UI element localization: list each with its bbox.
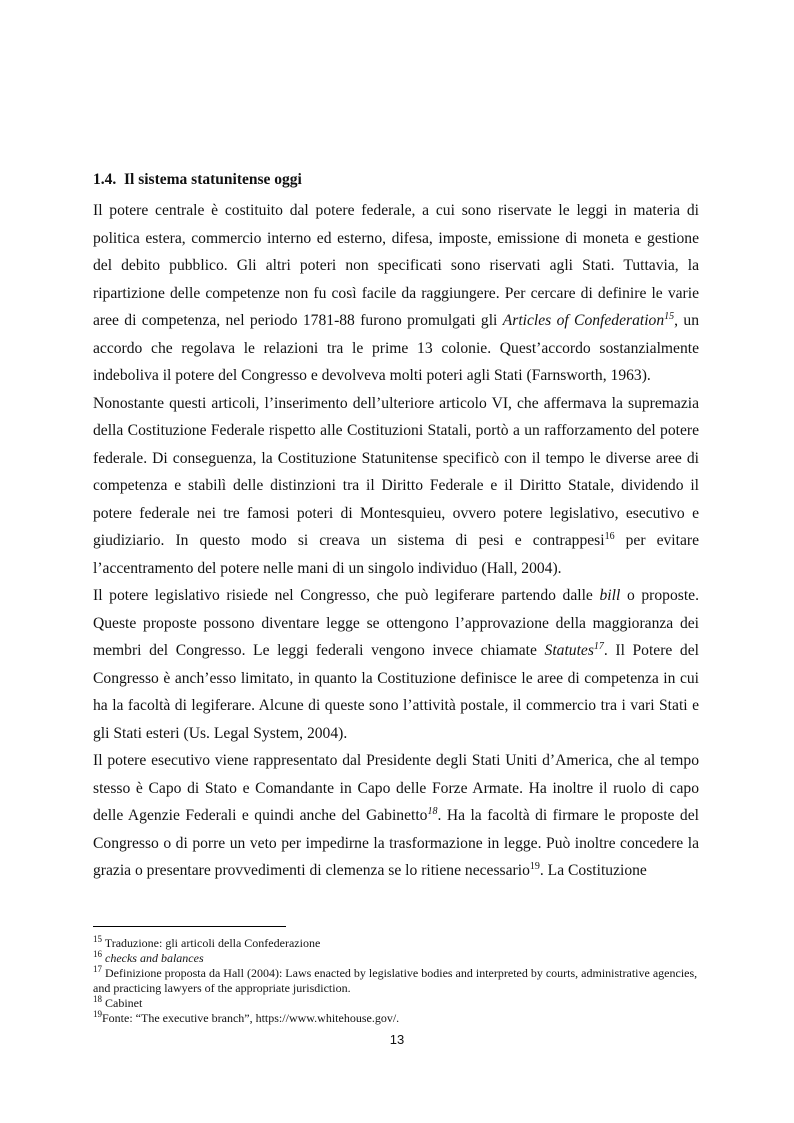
paragraph-text: . Il Potere del Congresso è anch’esso limitato, in quanto la Costituzione definisce le aree di competenza in cui ha la facoltà di legiferare. Alcune di queste sono l’attività postale, il commercio tra i vari Stati e gli Stati esteri (Us. Legal System, 2004). bbox=[93, 642, 699, 742]
paragraph-text: Il potere esecutivo viene rappresentato dal Presidente degli Stati Uniti d’America, che al tempo stesso è Capo di Stato e Comandante in Capo delle Forze Armate. Ha inoltre il ruolo di capo delle Agenzie Federali e quindi anche del Gabinetto bbox=[93, 752, 699, 824]
body-text bbox=[93, 197, 699, 885]
footnote-ref-17[interactable]: 17 bbox=[593, 640, 604, 652]
paragraph-text: o proposte. Queste proposte possono diventare legge se ottengono l’approvazione della maggioranza dei membri del Congresso. Le leggi federali vengono invece chiamate bbox=[93, 587, 699, 659]
footnote-ref-19[interactable]: 19 bbox=[529, 860, 540, 872]
footnotes bbox=[93, 936, 713, 1026]
paragraph-text: . La Costituzione bbox=[539, 862, 647, 879]
footnote-ref-15[interactable]: 15 bbox=[664, 310, 675, 322]
section-heading bbox=[93, 171, 302, 189]
section-number: 1.4. bbox=[93, 171, 117, 188]
paragraph-text: . Ha la facoltà di firmare le proposte del Congresso o di porre un veto per impedirne la trasformazione in legge. Può inoltre concedere la grazia o presentare provvedimenti di clemenza se lo ritiene necessario bbox=[93, 807, 699, 879]
section-title: Il sistema statunitense oggi bbox=[124, 171, 302, 188]
paragraph-text: Il potere centrale è costituito dal potere federale, a cui sono riservate le leggi in materia di politica estera, commercio interno ed esterno, difesa, imposte, emissione di moneta e gestione del debito pubblico. Gli altri poteri non specificati sono riservati agli Stati. Tuttavia, la ripartizione delle competenze non fu così facile da raggiungere. Per cercare di definire le varie aree di competenza, nel periodo 1781-88 furono promulgati gli bbox=[93, 202, 699, 329]
italic-term: bill bbox=[599, 587, 621, 604]
footnote-18: $^{18}$ Cabinet bbox=[93, 994, 143, 1010]
footnote-19: $^{19}$Fonte: “The executive branch”, https://www.whitehouse.gov/. bbox=[93, 1009, 400, 1025]
italic-term: Statutes bbox=[544, 642, 594, 659]
italic-term: Articles of Confederation bbox=[502, 312, 665, 329]
paragraph-text: Il potere legislativo risiede nel Congresso, che può legiferare partendo dalle bbox=[93, 587, 600, 604]
paragraph-text: per evitare l’accentramento del potere nelle mani di un singolo individuo (Hall, 2004). bbox=[93, 532, 699, 577]
footnote-ref-18[interactable]: 18 bbox=[427, 805, 438, 817]
paragraph-2 bbox=[93, 390, 699, 583]
paragraph-4 bbox=[93, 747, 699, 885]
paragraph-3 bbox=[93, 582, 699, 747]
page-number: 13 bbox=[389, 1032, 405, 1047]
paragraph-1 bbox=[93, 197, 699, 390]
paragraph-text: Nonostante questi articoli, l’inserimento dell’ulteriore articolo VI, che affermava la supremazia della Costituzione Federale rispetto alle Costituzioni Statali, portò a un rafforzamento del potere federale. Di conseguenza, la Costituzione Statunitense specificò con il tempo le diverse aree di competenza e stabilì delle distinzioni tra il Diritto Federale e il Diritto Statale, dividendo il potere federale nei tre famosi poteri di Montesquieu, ovvero potere legislativo, esecutivo e giudiziario. In questo modo si creava un sistema di pesi e contrappesi bbox=[93, 394, 699, 549]
paragraph-text: , un accordo che regolava le relazioni tra le prime 13 colonie. Quest’accordo sostanzialmente indeboliva il potere del Congresso e devolveva molti poteri agli Stati (Farnsworth, 1963). bbox=[93, 312, 699, 384]
footnote-15: $^{15}$ Traduzione: gli articoli della Confederazione bbox=[93, 934, 321, 950]
footnote-16: $^{16}$ checks and balances bbox=[93, 949, 204, 965]
footnote-separator bbox=[93, 926, 286, 927]
footnote-17: $^{17}$ Definizione proposta da Hall (2004): Laws enacted by legislative bodies and interpreted by courts, administrative agencies, and practicing lawyers of the appropriate jurisdiction. bbox=[93, 964, 698, 995]
footnote-ref-16[interactable]: 16 bbox=[604, 530, 615, 542]
